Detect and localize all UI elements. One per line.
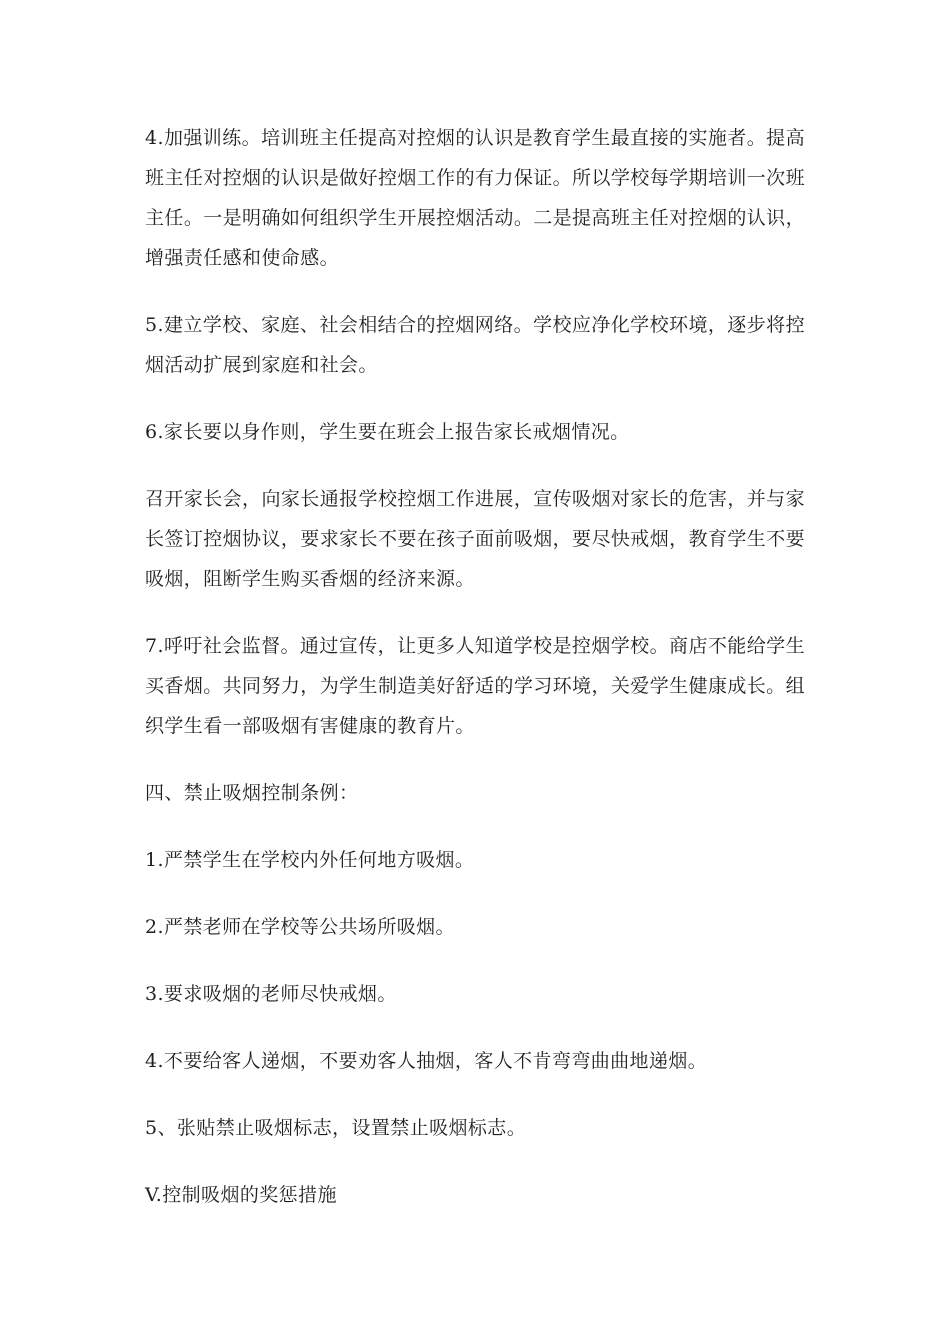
- rule-item-4: 4.不要给客人递烟，不要劝客人抽烟，客人不肯弯弯曲曲地递烟。: [145, 1050, 708, 1072]
- rule-item-1: 1.严禁学生在学校内外任何地方吸烟。: [145, 849, 475, 871]
- paragraph-social-supervision: 7.呼吁社会监督。通过宣传，让更多人知道学校是控烟学校。商店不能给学生买香烟。共同努力，为学生制造美好舒适的学习环境，关爱学生健康成长。组织学生看一部吸烟有害健康的教育片。: [145, 635, 805, 737]
- rule-item-5: 5、张贴禁止吸烟标志，设置禁止吸烟标志。: [145, 1117, 527, 1139]
- paragraph-network: 5.建立学校、家庭、社会相结合的控烟网络。学校应净化学校环境，逐步将控烟活动扩展到家庭和社会。: [145, 314, 805, 376]
- paragraph-parent-meeting: 召开家长会，向家长通报学校控烟工作进展，宣传吸烟对家长的危害，并与家长签订控烟协议，要求家长不要在孩子面前吸烟，要尽快戒烟，教育学生不要吸烟，阻断学生购买香烟的经济来源。: [145, 488, 805, 590]
- document-body: [145, 118, 805, 1242]
- paragraph-parents-example: 6.家长要以身作则，学生要在班会上报告家长戒烟情况。: [145, 421, 630, 443]
- section-heading-rewards: V.控制吸烟的奖惩措施: [145, 1184, 337, 1206]
- paragraph-training: 4.加强训练。培训班主任提高对控烟的认识是教育学生最直接的实施者。提高班主任对控烟的认识是做好控烟工作的有力保证。所以学校每学期培训一次班主任。一是明确如何组织学生开展控烟活动。二是提高班主任对控烟的认识，增强责任感和使命感。: [145, 127, 805, 269]
- rule-item-3: 3.要求吸烟的老师尽快戒烟。: [145, 983, 397, 1005]
- section-heading-regulations: 四、禁止吸烟控制条例：: [145, 782, 359, 804]
- rule-item-2: 2.严禁老师在学校等公共场所吸烟。: [145, 916, 455, 938]
